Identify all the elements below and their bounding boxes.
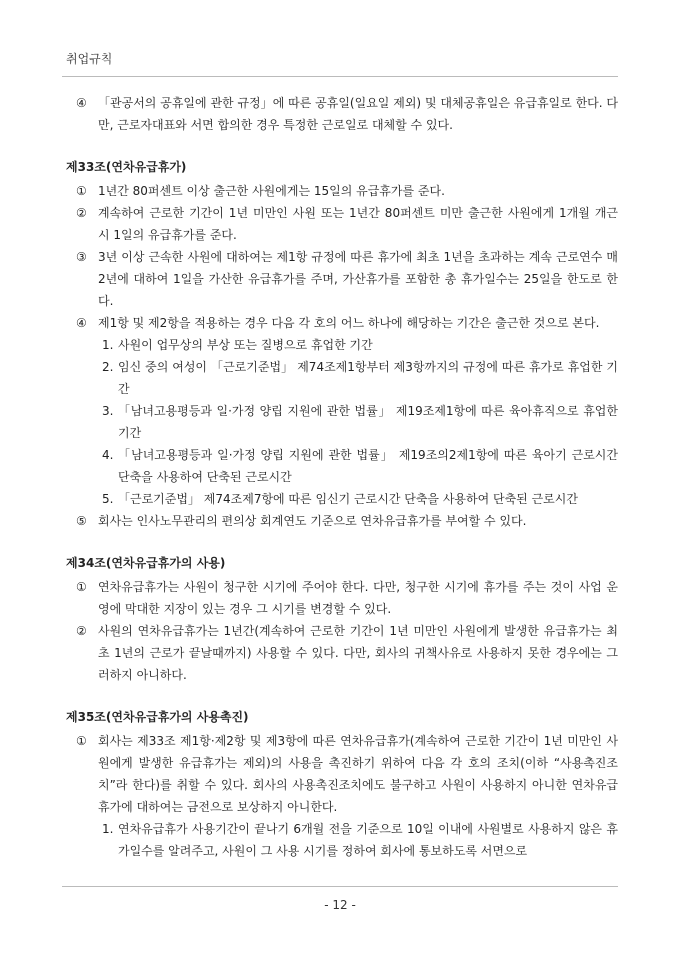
clause-marker: ⑤ xyxy=(76,514,87,528)
subclause-number: 4. xyxy=(102,448,114,462)
subclause-number: 1. xyxy=(102,822,114,836)
clause-text: 3년 이상 근속한 사원에 대하여는 제1항 규정에 따른 휴가에 최초 1년을 초과하는 계속 근로연수 매 2년에 대하여 1일을 가산한 유급휴가를 주며, 가산휴가를 포함한 총 휴가일수는 25일을 한도로 한다. xyxy=(98,250,618,308)
clause-marker: ② xyxy=(76,206,87,220)
article-section xyxy=(66,552,618,686)
running-header: 취업규칙 xyxy=(66,52,113,66)
subclause-item xyxy=(66,356,618,400)
footer-divider xyxy=(62,886,618,887)
document-body xyxy=(66,92,618,862)
clause-marker: ② xyxy=(76,624,87,638)
clause-text: 제1항 및 제2항을 적용하는 경우 다음 각 호의 어느 하나에 해당하는 기간은 출근한 것으로 본다. xyxy=(98,316,600,330)
clause-text: 연차유급휴가는 사원이 청구한 시기에 주어야 한다. 다만, 청구한 시기에 휴가를 주는 것이 사업 운영에 막대한 지장이 있는 경우 그 시기를 변경할 수 있다. xyxy=(98,580,618,616)
article-section xyxy=(66,156,618,532)
clause-item xyxy=(66,92,618,136)
subclause-item xyxy=(66,400,618,444)
header-divider xyxy=(62,76,618,77)
articles xyxy=(66,156,618,862)
intro-clauses xyxy=(66,92,618,136)
clause-marker: ① xyxy=(76,184,87,198)
subclause-number: 2. xyxy=(102,360,114,374)
subclause-item xyxy=(66,488,618,510)
subclause-text: 연차유급휴가 사용기간이 끝나기 6개월 전을 기준으로 10일 이내에 사원별로 사용하지 않은 휴가일수를 알려주고, 사원이 그 사용 시기를 정하여 회사에 통보하도록 서면으로 xyxy=(118,822,618,858)
clause-text: 회사는 제33조 제1항·제2항 및 제3항에 따른 연차유급휴가(계속하여 근로한 기간이 1년 미만인 사원에게 발생한 유급휴가는 제외)의 사용을 촉진하기 위하여 다음 각 호의 조치(이하 “사용촉진조치”라 한다)를 취할 수 있다. 회사의 사용촉진조치에도 불구하고 사원이 사용하지 아니한 연차유급휴가에 대하여는 금전으로 보상하지 아니한다. xyxy=(98,734,618,814)
clause-marker: ① xyxy=(76,734,87,748)
subclause-item xyxy=(66,818,618,862)
subclause-text: 임신 중의 여성이 「근로기준법」 제74조제1항부터 제3항까지의 규정에 따른 휴가로 휴업한 기간 xyxy=(118,360,618,396)
subclause-number: 3. xyxy=(102,404,114,418)
clause-item xyxy=(66,180,618,202)
subclause-text: 「남녀고용평등과 일·가정 양립 지원에 관한 법률」 제19조제1항에 따른 육아휴직으로 휴업한 기간 xyxy=(118,404,618,440)
subclause-number: 1. xyxy=(102,338,114,352)
article-heading: 제35조(연차유급휴가의 사용촉진) xyxy=(66,710,249,724)
clause-text: 1년간 80퍼센트 이상 출근한 사원에게는 15일의 유급휴가를 준다. xyxy=(98,184,445,198)
clause-text: 사원의 연차유급휴가는 1년간(계속하여 근로한 기간이 1년 미만인 사원에게 발생한 유급휴가는 최초 1년의 근로가 끝날때까지) 사용할 수 있다. 다만, 회사의 귀책사유로 사용하지 못한 경우에는 그러하지 아니하다. xyxy=(98,624,618,682)
clause-item xyxy=(66,312,618,334)
clause-item xyxy=(66,246,618,312)
clause-item xyxy=(66,202,618,246)
clause-text: 계속하여 근로한 기간이 1년 미만인 사원 또는 1년간 80퍼센트 미만 출근한 사원에게 1개월 개근 시 1일의 유급휴가를 준다. xyxy=(98,206,618,242)
clause-text: 「관공서의 공휴일에 관한 규정」에 따른 공휴일(일요일 제외) 및 대체공휴일은 유급휴일로 한다. 다만, 근로자대표와 서면 합의한 경우 특정한 근로일로 대체할 수 있다. xyxy=(98,96,618,132)
subclause-text: 「근로기준법」 제74조제7항에 따른 임신기 근로시간 단축을 사용하여 단축된 근로시간 xyxy=(118,492,578,506)
subclause-text: 「남녀고용평등과 일·가정 양립 지원에 관한 법률」 제19조의2제1항에 따른 육아기 근로시간 단축을 사용하여 단축된 근로시간 xyxy=(118,448,618,484)
article-section xyxy=(66,706,618,862)
article-heading: 제34조(연차유급휴가의 사용) xyxy=(66,556,226,570)
clause-marker: ④ xyxy=(76,96,87,110)
clause-marker: ① xyxy=(76,580,87,594)
subclause-number: 5. xyxy=(102,492,114,506)
clause-text: 회사는 인사노무관리의 편의상 회계연도 기준으로 연차유급휴가를 부여할 수 있다. xyxy=(98,514,527,528)
subclause-text: 사원이 업무상의 부상 또는 질병으로 휴업한 기간 xyxy=(118,338,373,352)
clause-item xyxy=(66,576,618,620)
clause-item xyxy=(66,620,618,686)
clause-item xyxy=(66,730,618,818)
subclause-item xyxy=(66,334,618,356)
clause-marker: ③ xyxy=(76,250,87,264)
clause-item xyxy=(66,510,618,532)
subclause-item xyxy=(66,444,618,488)
page-number: - 12 - xyxy=(324,898,356,912)
article-heading: 제33조(연차유급휴가) xyxy=(66,160,187,174)
clause-marker: ④ xyxy=(76,316,87,330)
